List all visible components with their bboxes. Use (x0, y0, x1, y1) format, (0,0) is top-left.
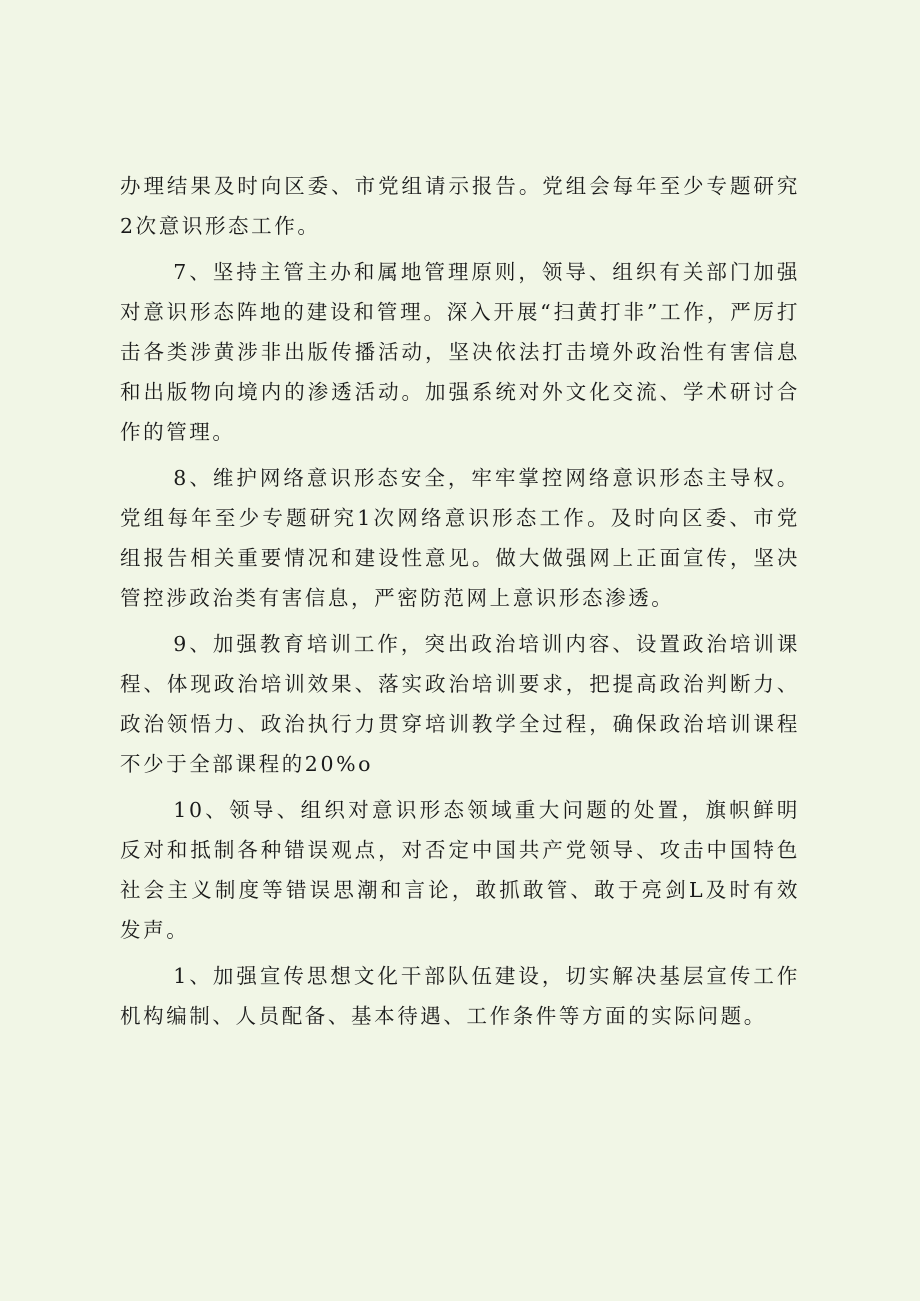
paragraph-item-8: 8、维护网络意识形态安全，牢牢掌控网络意识形态主导权。党组每年至少专题研究1次网络意识形态工作。及时向区委、市党组报告相关重要情况和建设性意见。做大做强网上正面宣传，坚决管控涉政治类有害信息，严密防范网上意识形态渗透。 (120, 466, 800, 610)
paragraph-item-7: 7、坚持主管主办和属地管理原则，领导、组织有关部门加强对意识形态阵地的建设和管理。深入开展“扫黄打非”工作，严厉打击各类涉黄涉非出版传播活动，坚决依法打击境外政治性有害信息和出版物向境内的渗透活动。加强系统对外文化交流、学术研讨合作的管理。 (120, 260, 800, 444)
paragraph-continuation: 办理结果及时向区委、市党组请示报告。党组会每年至少专题研究2次意识形态工作。 (120, 174, 800, 238)
paragraph-item-9: 9、加强教育培训工作，突出政治培训内容、设置政治培训课程、体现政治培训效果、落实政治培训要求，把提高政治判断力、政治领悟力、政治执行力贯穿培训教学全过程，确保政治培训课程不少于全部课程的20%o (120, 632, 800, 776)
paragraph-item-1: 1、加强宣传思想文化干部队伍建设，切实解决基层宣传工作机构编制、人员配备、基本待遇、工作条件等方面的实际问题。 (120, 964, 800, 1028)
paragraph-item-10: 10、领导、组织对意识形态领域重大问题的处置，旗帜鲜明反对和抵制各种错误观点，对否定中国共产党领导、攻击中国特色社会主义制度等错误思潮和言论，敢抓敢管、敢于亮剑L及时有效发声。 (120, 798, 800, 942)
